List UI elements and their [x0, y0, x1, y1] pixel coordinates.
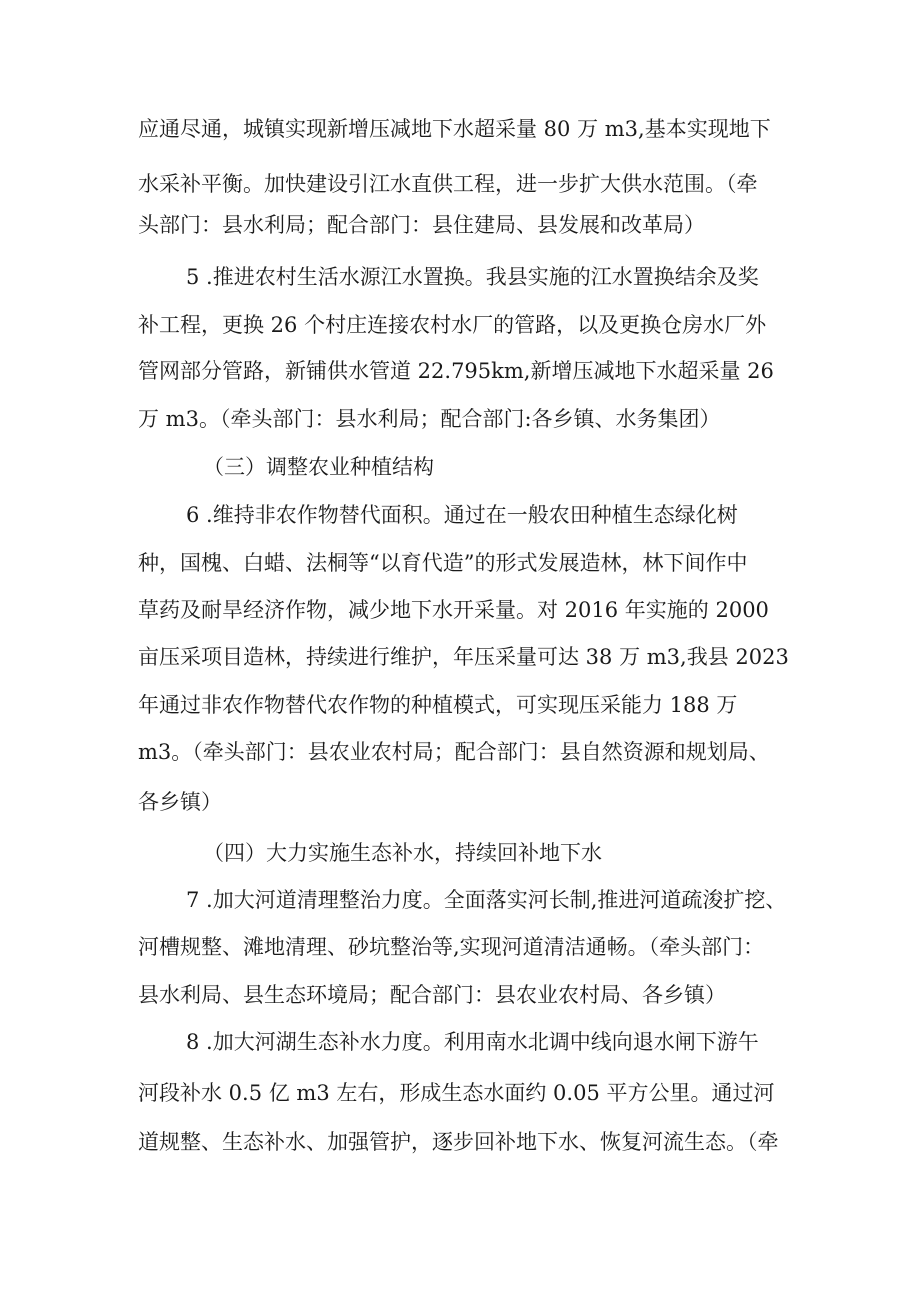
text-line: 各乡镇） — [138, 790, 222, 814]
text-line: 草药及耐旱经济作物，减少地下水开采量。对 2016 年实施的 2000 — [138, 598, 769, 622]
text-line: 亩压采项目造林，持续进行维护，年压采量可达 38 万 m3,我县 2023 — [138, 645, 789, 669]
text-line: 5 .推进农村生活水源江水置换。我县实施的江水置换结余及奖 — [186, 265, 759, 289]
text-line: 县水利局、县生态环境局；配合部门：县农业农村局、各乡镇） — [138, 983, 726, 1007]
text-line: m3。（牵头部门：县农业农村局；配合部门：县自然资源和规划局、 — [138, 740, 770, 764]
text-line: 补工程，更换 26 个村庄连接农村水厂的管路，以及更换仓房水厂外 — [138, 313, 767, 337]
text-line: 头部门：县水利局；配合部门：县住建局、县发展和改革局） — [138, 213, 705, 237]
text-line: 河槽规整、滩地清理、砂坑整治等,实现河道清洁通畅。（牵头部门： — [138, 935, 765, 959]
text-line: 7 .加大河道清理整治力度。全面落实河长制,推进河道疏浚扩挖、 — [186, 888, 787, 912]
section-heading: （四）大力实施生态补水，持续回补地下水 — [203, 841, 602, 865]
text-line: 河段补水 0.5 亿 m3 左右，形成生态水面约 0.05 平方公里。通过河 — [138, 1081, 775, 1105]
text-line: 8 .加大河湖生态补水力度。利用南水北调中线向退水闸下游午 — [186, 1030, 759, 1054]
text-line: 年通过非农作物替代农作物的种植模式，可实现压采能力 188 万 — [138, 693, 738, 717]
text-line: 水采补平衡。加快建设引江水直供工程，进一步扩大供水范围。（牵 — [138, 172, 758, 196]
section-heading: （三）调整农业种植结构 — [203, 455, 434, 479]
text-line: 道规整、生态补水、加强管护，逐步回补地下水、恢复河流生态。（牵 — [138, 1130, 779, 1154]
text-line: 万 m3。（牵头部门：县水利局；配合部门:各乡镇、水务集团） — [138, 407, 721, 431]
text-line: 6 .维持非农作物替代面积。通过在一般农田种植生态绿化树 — [186, 503, 738, 527]
text-line: 种，国槐、白蜡、法桐等“以育代造”的形式发展造林，林下间作中 — [138, 551, 748, 575]
text-line: 管网部分管路，新铺供水管道 22.795km,新增压减地下水超采量 26 — [138, 359, 774, 383]
text-line: 应通尽通，城镇实现新增压减地下水超采量 80 万 m3,基本实现地下 — [138, 117, 771, 141]
